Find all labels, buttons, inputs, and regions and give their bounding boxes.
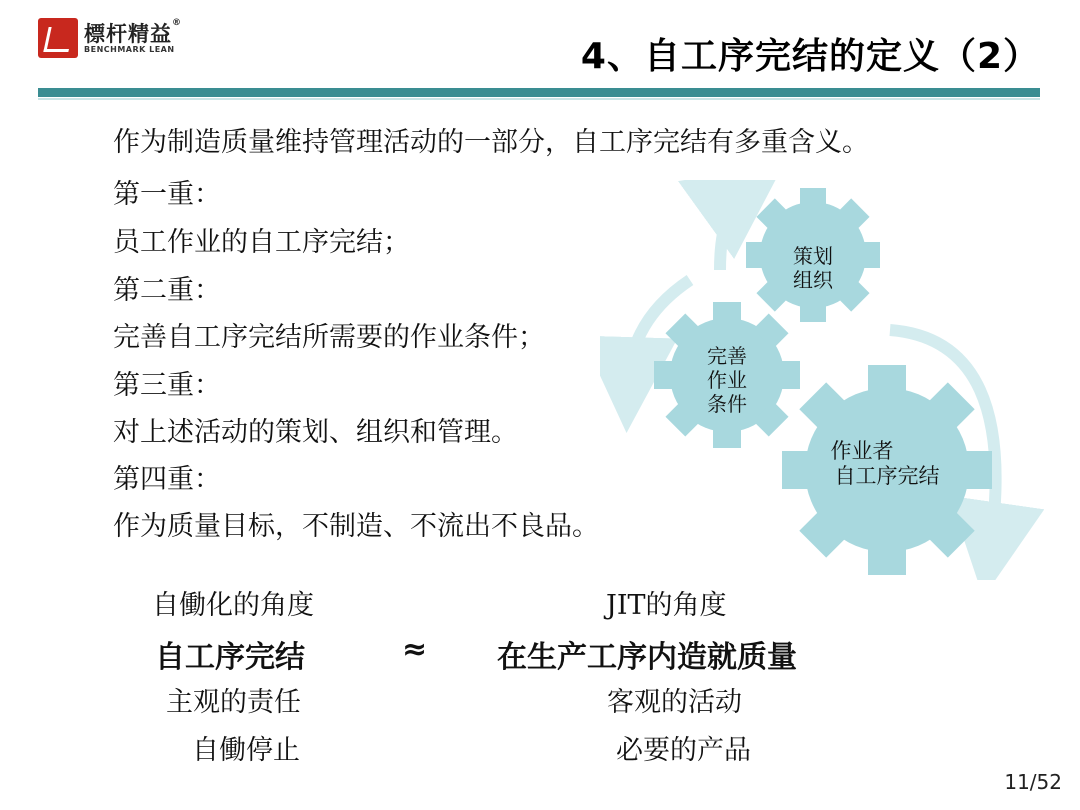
gear-cycle-diagram: [600, 180, 1050, 580]
gear-top-label-2: 组织: [793, 268, 833, 292]
layer-2-body: 完善自工序完结所需要的作业条件；: [113, 322, 545, 353]
layer-3-heading: 第三重：: [113, 370, 221, 401]
layer-3-body: 对上述活动的策划、组织和管理。: [113, 417, 518, 448]
right-main-term: 在生产工序内造就质量: [497, 640, 797, 675]
gear-right-label-1: 作业者: [830, 439, 894, 463]
layer-1-heading: 第一重：: [113, 179, 221, 210]
layer-4-body: 作为质量目标，不制造、不流出不良品。: [113, 511, 599, 542]
right-row-4: 必要的产品: [616, 735, 751, 766]
layer-1-body: 员工作业的自工序完结；: [113, 227, 410, 258]
gear-left-label-3: 条件: [707, 392, 747, 416]
intro-text: 作为制造质量维持管理活动的一部分，自工序完结有多重含义。: [113, 127, 869, 158]
logo-mark-icon: [38, 18, 78, 58]
left-row-3: 主观的责任: [166, 687, 301, 718]
logo-english-text: BENCHMARK LEAN: [84, 45, 175, 54]
layer-4-heading: 第四重：: [113, 464, 221, 495]
left-row-4: 自働停止: [192, 735, 300, 766]
left-perspective-header: 自働化的角度: [152, 590, 314, 621]
gear-top-label-1: 策划: [793, 244, 833, 268]
cycle-arrow-top: [720, 192, 745, 270]
gear-left-label-2: 作业: [707, 368, 747, 392]
gear-left-label-1: 完善: [707, 344, 747, 368]
layer-2-heading: 第二重：: [113, 275, 221, 306]
page-number: 11/52: [1004, 770, 1062, 794]
brand-logo: [38, 18, 208, 64]
right-perspective-header: JIT的角度: [606, 590, 727, 621]
logo-chinese-text: 標杆精益®: [84, 18, 182, 46]
gear-right-label-2: 自工序完结: [834, 464, 940, 488]
right-row-3: 客观的活动: [607, 687, 742, 718]
title-divider: [38, 88, 1040, 97]
slide-title: 4、自工序完结的定义（2）: [580, 36, 1040, 77]
title-divider-light: [38, 98, 1040, 100]
approx-symbol: ≈: [402, 632, 428, 667]
left-main-term: 自工序完结: [155, 640, 305, 675]
